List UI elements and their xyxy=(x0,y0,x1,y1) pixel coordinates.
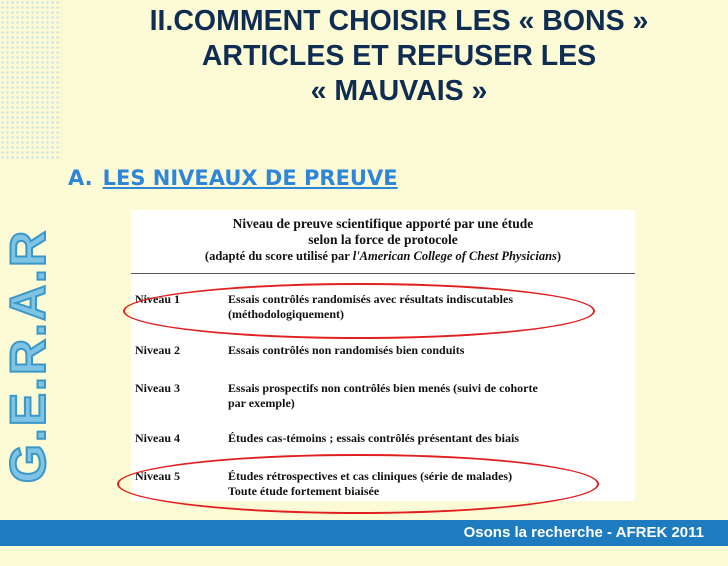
footer-banner xyxy=(0,520,728,546)
brand-logo-text: G.E.R.A.R xyxy=(0,228,56,484)
table-header-line-3 xyxy=(131,248,635,264)
section-letter: A. xyxy=(68,166,93,190)
level-description-line-2: Toute étude fortement biaisée xyxy=(228,484,380,498)
footer-text: Osons la recherche - AFREK 2011 xyxy=(463,524,704,541)
level-description-line-1: Études rétrospectives et cas cliniques (série de malades) xyxy=(228,469,513,483)
highlight-ellipse-level-1 xyxy=(123,283,595,339)
slide-title-line-2: ARTICLES ET REFUSER LES xyxy=(201,40,597,72)
level-label: Niveau 2 xyxy=(135,343,180,357)
level-label: Niveau 5 xyxy=(135,469,180,483)
dot-pattern xyxy=(0,0,62,160)
table-header-suffix: ) xyxy=(556,249,562,263)
level-description-line-2: (méthodologiquement) xyxy=(228,307,344,321)
brand-logo xyxy=(0,146,56,566)
slide-title-line-1: II.COMMENT CHOISIR LES « BONS » xyxy=(149,5,649,37)
table-header xyxy=(131,216,635,264)
slide-title-line-3: « MAUVAIS » xyxy=(310,75,488,107)
table-header-line-2: selon la force de protocole xyxy=(308,232,458,247)
table-divider xyxy=(131,273,635,274)
table-header-source: l'American College of Chest Physicians xyxy=(352,249,557,263)
level-description-line-1: Études cas-témoins ; essais contrôlés présentant des biais xyxy=(228,431,519,445)
section-heading xyxy=(68,166,398,190)
level-description-line-1: Essais contrôlés non randomisés bien conduits xyxy=(228,343,465,357)
section-heading-text: LES NIVEAUX DE PREUVE xyxy=(102,166,398,190)
level-description xyxy=(228,381,628,411)
level-label: Niveau 3 xyxy=(135,381,180,395)
level-description xyxy=(228,431,628,446)
level-label: Niveau 4 xyxy=(135,431,180,445)
highlight-ellipse-level-5 xyxy=(117,454,599,514)
table-header-prefix: (adapté du score utilisé par xyxy=(204,249,353,263)
side-brand-bar xyxy=(0,0,62,546)
slide-title xyxy=(70,4,728,109)
level-label: Niveau 1 xyxy=(135,292,180,306)
level-description-line-1: Essais prospectifs non contrôlés bien menés (suivi de cohorte xyxy=(228,381,538,395)
level-description-line-2: par exemple) xyxy=(228,396,295,410)
table-header-line-1: Niveau de preuve scientifique apporté par une étude xyxy=(232,216,534,231)
level-description-line-1: Essais contrôlés randomisés avec résultats indiscutables xyxy=(228,292,513,306)
level-description xyxy=(228,343,628,358)
